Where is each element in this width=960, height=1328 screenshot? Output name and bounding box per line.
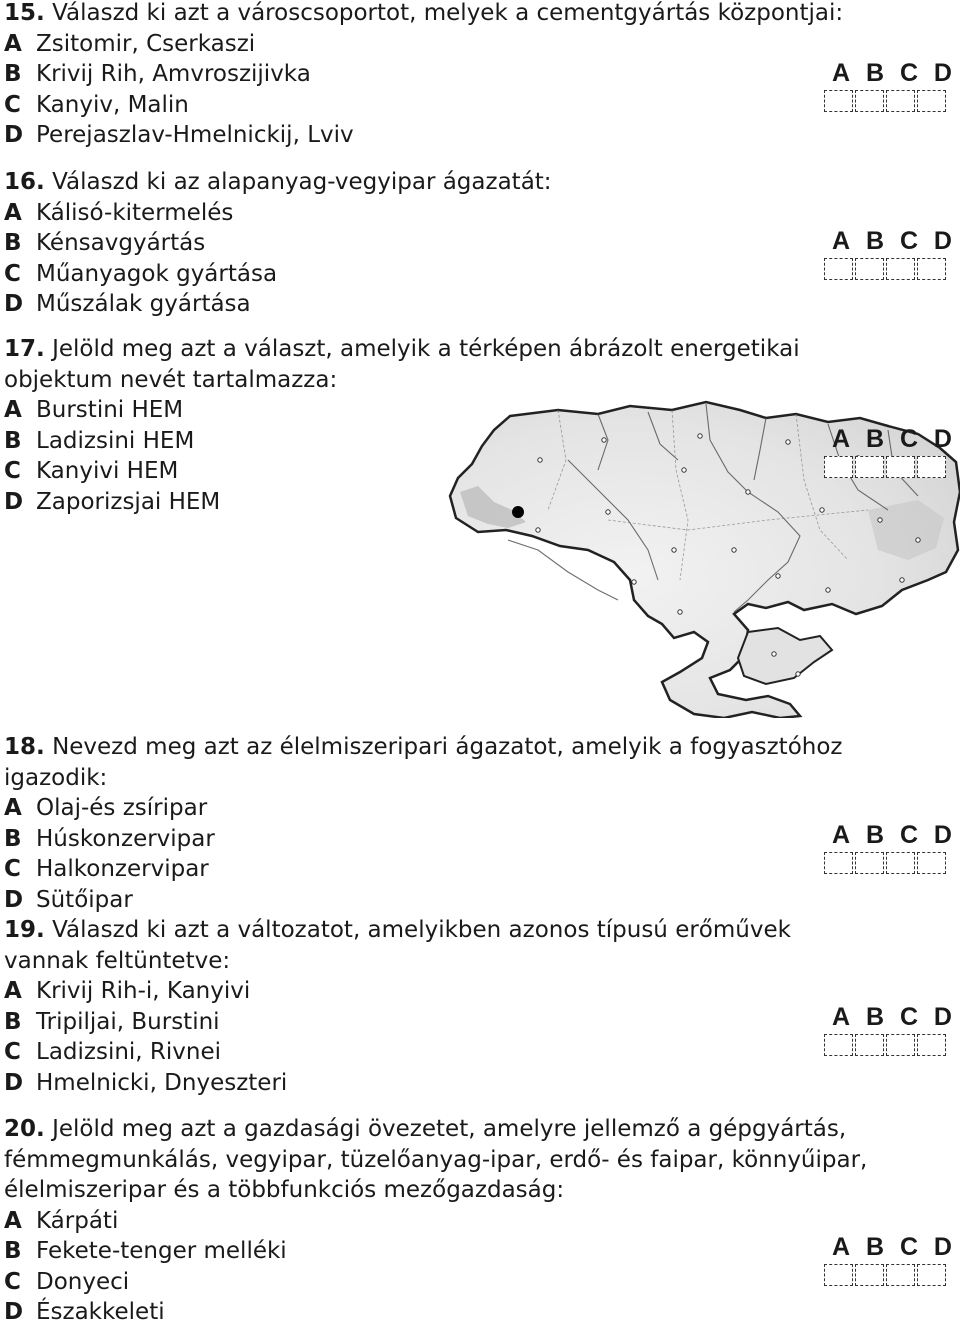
answer-letter-d: D <box>933 59 952 87</box>
option-text: Krivij Rih-i, Kanyivi <box>36 978 251 1004</box>
question-18 <box>4 732 960 915</box>
option-letter: D <box>4 1299 24 1325</box>
question-text-cont <box>4 946 960 977</box>
option-d <box>4 120 960 151</box>
option-b <box>4 821 960 855</box>
option-text: Perejaszlav-Hmelnickij, Lviv <box>36 122 354 148</box>
question-text <box>4 0 960 29</box>
question-line: fémmegmunkálás, vegyipar, tüzelőanyag-ipar, erdő- és faipar, könnyűipar, <box>4 1146 868 1173</box>
option-d <box>4 1297 960 1328</box>
answer-letter-d: D <box>933 1003 952 1031</box>
answer-letter-b: B <box>865 59 885 87</box>
option-text: Kanyiv, Malin <box>36 91 189 118</box>
option-text: Hmelnicki, Dnyeszteri <box>36 1069 288 1096</box>
option-text: Kálisó-kitermelés <box>36 199 234 226</box>
answer-letter-c: C <box>899 1233 918 1261</box>
answer-box-a[interactable] <box>824 90 853 112</box>
option-letter: C <box>4 91 21 118</box>
question-number: 20. <box>4 1116 45 1142</box>
answer-letters <box>824 1004 954 1030</box>
answer-grid-19 <box>824 1004 954 1056</box>
option-letter: B <box>4 230 22 256</box>
answer-box-c[interactable] <box>886 852 915 874</box>
answer-box-b[interactable] <box>855 852 884 874</box>
answer-letters <box>824 60 954 86</box>
option-text: Műanyagok gyártása <box>36 260 278 287</box>
option-letter: C <box>4 458 21 484</box>
option-text: Kárpáti <box>36 1207 119 1234</box>
option-letter: C <box>4 1268 21 1295</box>
answer-boxes <box>824 90 954 112</box>
option-text: Kénsavgyártás <box>36 230 206 256</box>
answer-grid-18 <box>824 822 954 874</box>
answer-letter-a: A <box>832 821 851 849</box>
option-b <box>4 228 960 259</box>
option-a <box>4 976 960 1007</box>
question-text-cont <box>4 1145 960 1176</box>
answer-box-a[interactable] <box>824 456 853 478</box>
question-line: Válaszd ki azt a változatot, amelyikben azonos típusú erőművek <box>52 917 791 943</box>
answer-box-a[interactable] <box>824 1034 853 1056</box>
question-text <box>4 732 960 763</box>
question-number: 17. <box>4 336 45 362</box>
answer-box-b[interactable] <box>855 456 884 478</box>
option-letter: B <box>4 825 22 852</box>
answer-box-d[interactable] <box>917 258 946 280</box>
question-line: Nevezd meg azt az élelmiszeripari ágazatot, amelyik a fogyasztóhoz <box>52 734 843 760</box>
answer-letter-c: C <box>899 425 918 453</box>
answer-letters <box>824 1234 954 1260</box>
answer-letter-b: B <box>865 821 885 849</box>
answer-box-b[interactable] <box>855 258 884 280</box>
answer-box-a[interactable] <box>824 1264 853 1286</box>
question-number: 16. <box>4 169 45 195</box>
question-text <box>4 1114 960 1145</box>
question-line: Jelöld meg azt a választ, amelyik a térképen ábrázolt energetikai <box>52 336 800 362</box>
answer-letter-b: B <box>865 425 885 453</box>
question-15 <box>4 0 960 151</box>
question-19 <box>4 915 960 1098</box>
answer-letter-c: C <box>899 227 918 255</box>
question-line: objektum nevét tartalmazza: <box>4 366 338 393</box>
question-line: élelmiszeripar és a többfunkciós mezőgazdaság: <box>4 1177 565 1203</box>
question-number: 19. <box>4 917 45 943</box>
option-c <box>4 1267 960 1298</box>
question-text <box>4 915 960 946</box>
energy-object-marker <box>512 506 524 518</box>
option-text: Északkeleti <box>36 1299 165 1325</box>
option-letter: C <box>4 260 21 287</box>
question-text-cont <box>4 365 960 396</box>
option-letter: A <box>4 199 22 226</box>
answer-letter-d: D <box>933 425 952 453</box>
answer-letter-a: A <box>832 1233 851 1261</box>
option-letter: B <box>4 1008 22 1035</box>
answer-letter-b: B <box>865 227 885 255</box>
answer-letter-b: B <box>865 1233 885 1261</box>
option-text: Halkonzervipar <box>36 856 209 882</box>
option-d <box>4 885 960 916</box>
answer-box-d[interactable] <box>917 1034 946 1056</box>
option-letter: A <box>4 397 22 423</box>
answer-grid-20 <box>824 1234 954 1286</box>
question-line: Jelöld meg azt a gazdasági övezetet, amelyre jellemző a gépgyártás, <box>52 1116 847 1142</box>
option-text: Zaporizsjai HEM <box>36 488 221 515</box>
option-text: Zsitomir, Cserkaszi <box>36 30 256 57</box>
option-a <box>4 198 960 229</box>
answer-boxes <box>824 1264 954 1286</box>
answer-box-b[interactable] <box>855 90 884 112</box>
answer-letter-c: C <box>899 59 918 87</box>
option-text: Tripiljai, Burstini <box>36 1008 220 1035</box>
option-letter: B <box>4 61 22 87</box>
answer-box-d[interactable] <box>917 90 946 112</box>
option-text: Ladizsini HEM <box>36 427 195 454</box>
answer-letter-c: C <box>899 821 918 849</box>
answer-letters <box>824 426 954 452</box>
option-letter: A <box>4 795 22 821</box>
answer-letter-c: C <box>899 1003 918 1031</box>
option-c <box>4 1037 960 1068</box>
option-text: Olaj-és zsíripar <box>36 795 208 821</box>
answer-grid-17 <box>824 426 954 478</box>
option-a <box>4 29 960 60</box>
answer-box-a[interactable] <box>824 258 853 280</box>
question-text-cont <box>4 763 960 794</box>
option-text: Donyeci <box>36 1268 130 1295</box>
answer-box-b[interactable] <box>855 1264 884 1286</box>
option-text: Ladizsini, Rivnei <box>36 1039 222 1065</box>
question-line: igazodik: <box>4 764 108 791</box>
answer-letter-d: D <box>933 1233 952 1261</box>
answer-letter-b: B <box>865 1003 885 1031</box>
option-d <box>4 1068 960 1099</box>
option-letter: C <box>4 856 21 882</box>
answer-letter-d: D <box>933 821 952 849</box>
option-a <box>4 1206 960 1237</box>
option-letter: C <box>4 1039 21 1065</box>
answer-boxes <box>824 456 954 478</box>
question-text-cont <box>4 1175 960 1206</box>
answer-boxes <box>824 1034 954 1056</box>
option-text: Kanyivi HEM <box>36 458 179 484</box>
option-letter: A <box>4 1207 22 1234</box>
question-text <box>4 334 960 365</box>
option-letter: D <box>4 488 24 515</box>
option-text: Burstini HEM <box>36 397 184 423</box>
option-text: Fekete-tenger melléki <box>36 1238 287 1264</box>
answer-letter-a: A <box>832 425 851 453</box>
answer-box-d[interactable] <box>917 456 946 478</box>
answer-boxes <box>824 258 954 280</box>
question-line: Válaszd ki azt a városcsoportot, melyek a cementgyártás központjai: <box>52 0 844 26</box>
option-a <box>4 793 960 824</box>
question-number: 18. <box>4 734 45 760</box>
option-b <box>4 1233 960 1267</box>
answer-box-b[interactable] <box>855 1034 884 1056</box>
question-line: vannak feltüntetve: <box>4 947 231 974</box>
answer-box-d[interactable] <box>917 852 946 874</box>
answer-box-a[interactable] <box>824 852 853 874</box>
answer-letters <box>824 228 954 254</box>
option-text: Műszálak gyártása <box>36 291 251 317</box>
answer-box-c[interactable] <box>886 1034 915 1056</box>
question-text <box>4 167 960 198</box>
question-16 <box>4 167 960 320</box>
option-letter: A <box>4 978 22 1004</box>
answer-box-d[interactable] <box>917 1264 946 1286</box>
answer-box-c[interactable] <box>886 456 915 478</box>
answer-letter-d: D <box>933 227 952 255</box>
answer-letters <box>824 822 954 848</box>
option-letter: B <box>4 1238 22 1264</box>
answer-letter-a: A <box>832 1003 851 1031</box>
answer-letter-a: A <box>832 59 851 87</box>
option-d <box>4 289 960 320</box>
answer-boxes <box>824 852 954 874</box>
option-letter: D <box>4 1069 24 1096</box>
option-c <box>4 854 960 885</box>
answer-letter-a: A <box>832 227 851 255</box>
crimea <box>738 628 832 684</box>
question-line: Válaszd ki az alapanyag-vegyipar ágazatát: <box>52 169 552 195</box>
answer-box-c[interactable] <box>886 258 915 280</box>
question-20 <box>4 1114 960 1328</box>
option-letter: B <box>4 427 22 454</box>
answer-grid-15 <box>824 60 954 112</box>
option-text: Sütőipar <box>36 886 133 913</box>
option-letter: D <box>4 122 24 148</box>
answer-box-c[interactable] <box>886 1264 915 1286</box>
option-letter: D <box>4 291 24 317</box>
option-letter: D <box>4 886 24 913</box>
option-b <box>4 1007 960 1038</box>
answer-grid-16 <box>824 228 954 280</box>
option-c <box>4 90 960 121</box>
option-b <box>4 59 960 90</box>
option-text: Húskonzervipar <box>36 825 215 852</box>
option-text: Krivij Rih, Amvroszijivka <box>36 61 311 87</box>
option-c <box>4 259 960 290</box>
question-number: 15. <box>4 0 45 26</box>
option-letter: A <box>4 30 22 57</box>
answer-box-c[interactable] <box>886 90 915 112</box>
